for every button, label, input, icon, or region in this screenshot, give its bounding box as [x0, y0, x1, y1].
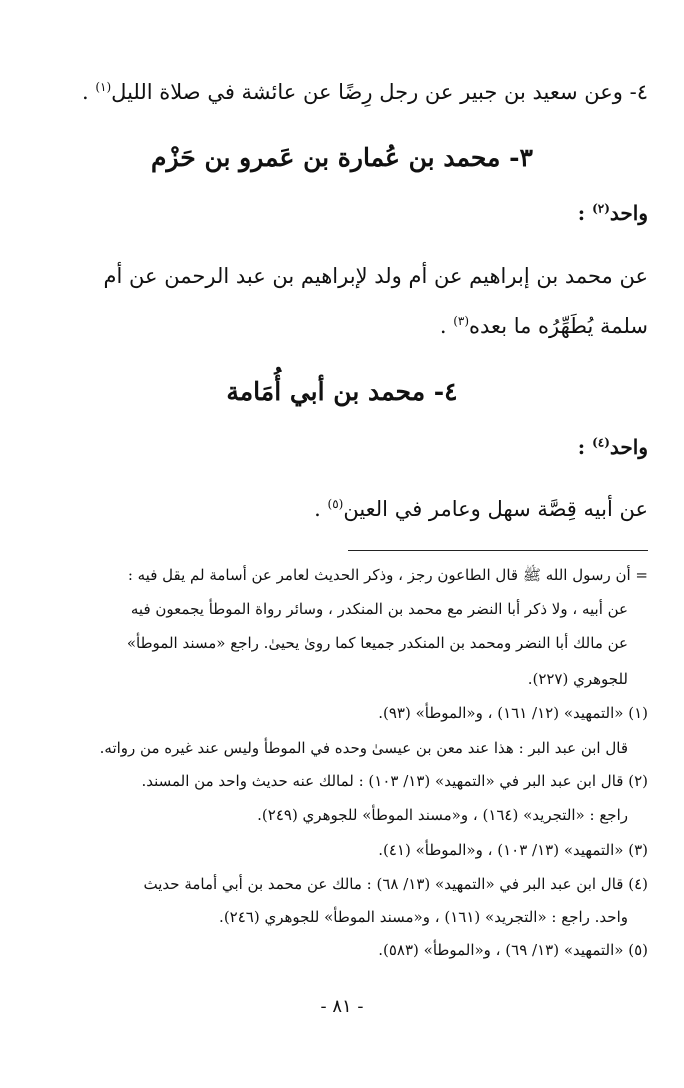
label-line: واحد$^{(٤)}$ : — [577, 435, 648, 459]
footnote-ref: (٤) — [592, 435, 610, 450]
hadith-line: سلمة يُطَهِّرُه ما بعده$^{(٣)}$ . — [439, 314, 648, 338]
footnote-line: (٤) قال ابن عبد البر في «التمهيد» (١٣/ ٦٨) : مالك عن محمد بن أبي أمامة حديث — [143, 875, 648, 893]
label-text: واحد — [609, 201, 648, 225]
period: . — [81, 80, 96, 104]
narration-line-4 — [82, 80, 648, 104]
narration-text: ٤- وعن سعيد بن جبير عن رجل رِضًا عن عائشة في صلاة الليل — [111, 80, 648, 104]
footnote-line: = أن رسول الله ﷺ قال الطاعون رجز ، وذكر الحديث لعامر عن أسامة لم يقل فيه : — [127, 566, 648, 584]
footnote-line: قال ابن عبد البر : هذا عند معن بن عيسىٰ وحده في الموطأ وليس عند غيره من رواته. — [99, 739, 628, 757]
footnote-ref: (١) — [95, 80, 112, 94]
hadith-line: عن أبيه قِصَّة سهل وعامر في العين$^{(٥)}$ . — [314, 497, 648, 521]
footnote-line: عن مالك أبا النضر ومحمد بن المنكدر جميعا كما روىٰ يحيىٰ. راجع «مسند الموطأ» — [126, 634, 628, 652]
footnote-line: واحد. راجع : «التجريد» (١٦١) ، و«مسند الموطأ» للجوهري (٢٤٦). — [219, 908, 628, 926]
page-number: - ٨١ - — [320, 996, 364, 1017]
footnote-ref: (٢) — [592, 201, 610, 216]
hadith-line: عن محمد بن إبراهيم عن أم ولد لإبراهيم بن عبد الرحمن عن أم — [103, 264, 648, 288]
footnote-line: (٢) قال ابن عبد البر في «التمهيد» (١٣/ ١٠٣) : لمالك عنه حديث واحد من المسند. — [141, 772, 648, 790]
footnote-separator — [348, 550, 648, 551]
footnote-ref: (٣) — [453, 314, 470, 328]
label-text: واحد — [609, 435, 648, 459]
footnote-line: (١) «التمهيد» (١٢/ ١٦١) ، و«الموطأ» (٩٣). — [378, 704, 648, 722]
label-line: واحد$^{(٢)}$ : — [577, 201, 648, 225]
footnote-line: راجع : «التجريد» (١٦٤) ، و«مسند الموطأ» للجوهري (٢٤٩). — [257, 806, 628, 824]
section-heading-4: ٤- محمد بن أبي أُمَامة — [226, 377, 458, 406]
footnote-ref: (٥) — [327, 497, 344, 511]
footnote-line: (٥) «التمهيد» (١٣/ ٦٩) ، و«الموطأ» (٥٨٣). — [378, 941, 648, 959]
footnote-line: للجوهري (٢٢٧). — [527, 670, 628, 688]
footnote-line: (٣) «التمهيد» (١٣/ ١٠٣) ، و«الموطأ» (٤١). — [378, 841, 648, 859]
section-heading-3: ٣- محمد بن عُمارة بن عَمرو بن حَزْم — [151, 143, 533, 172]
footnote-line: عن أبيه ، ولا ذكر أبا النضر مع محمد بن المنكدر ، وسائر رواة الموطأ يجمعون فيه — [130, 600, 628, 618]
